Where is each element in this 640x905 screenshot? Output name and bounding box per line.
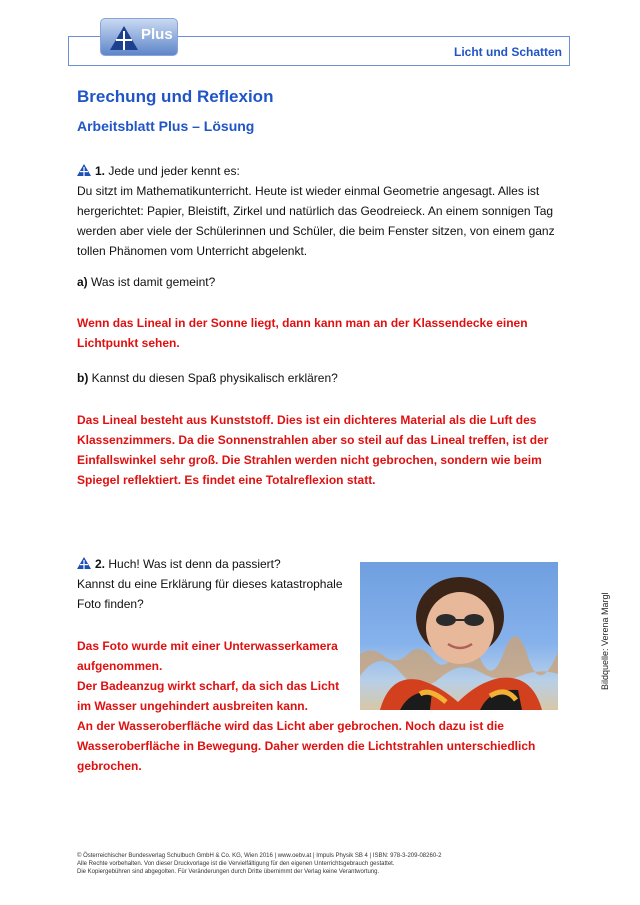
task-triangle-icon: [77, 164, 91, 176]
task1-text: [77, 181, 557, 261]
answer-b-line: Spiegel reflektiert. Es findet eine Totalreflexion statt.: [77, 473, 376, 487]
question-b: [77, 368, 557, 388]
task1-line: werden aber viele der Schülerinnen und Schüler, die beim Fenster sitzen, von einem ganz: [77, 224, 555, 238]
question-a-label: a): [77, 275, 88, 289]
task2-number: 2.: [95, 557, 106, 571]
task2-answer-line: im Wasser ungehindert ausbreiten kann.: [77, 699, 308, 713]
plus-logo: [100, 18, 178, 56]
task2-answer-line: Der Badeanzug wirkt scharf, da sich das Licht: [77, 679, 340, 693]
answer-a: [77, 313, 557, 353]
task2-question-line: Kannst du eine Erklärung für dieses katastrophale: [77, 577, 343, 591]
task2-question: [77, 574, 347, 614]
footer-line: Alle Rechte vorbehalten. Von dieser Druckvorlage ist die Vervielfältigung für den eigenen Unterrichtsgebrauch gestattet.: [77, 861, 395, 867]
task1-intro-line: [95, 161, 575, 181]
footer-line: © Österreichischer Bundesverlag Schulbuch GmbH & Co. KG, Wien 2016 | www.oebv.at | Impuls Physik SB 4 | ISBN: 978-3-209-08260-2: [77, 853, 442, 859]
task2-answer-line: Das Foto wurde mit einer Unterwasserkamera: [77, 639, 338, 653]
answer-b-line: Das Lineal besteht aus Kunststoff. Dies ist ein dichteres Material als die Luft des: [77, 413, 537, 427]
photo-credit: Bildquelle: Verena Margl: [600, 592, 610, 690]
task2-intro: Huch! Was ist denn da passiert?: [108, 557, 281, 571]
triangle-logo-icon: [109, 25, 139, 51]
answer-a-line: Lichtpunkt sehen.: [77, 336, 180, 350]
footer-line: Die Kopiergebühren sind abgegolten. Für Veränderungen durch Dritte übernimmt der Verlag keine Verantwortung.: [77, 869, 380, 875]
question-b-text: Kannst du diesen Spaß physikalisch erklären?: [91, 371, 338, 385]
question-a-text: Was ist damit gemeint?: [91, 275, 216, 289]
answer-b-line: Klassenzimmers. Da die Sonnenstrahlen aber so steil auf das Lineal treffen, ist der: [77, 433, 549, 447]
task2-answer-line: An der Wasseroberfläche wird das Licht aber gebrochen. Noch dazu ist die: [77, 719, 504, 733]
task1-line: hergerichtet: Papier, Bleistift, Zirkel und natürlich das Geodreieck. An einem sonnigen Tag: [77, 204, 554, 218]
task1-line: tollen Phänomen vom Unterricht abgelenkt.: [77, 244, 308, 258]
task2-answer-line: aufgenommen.: [77, 659, 163, 673]
task1-intro: Jede und jeder kennt es:: [108, 164, 240, 178]
task-triangle-icon: [77, 557, 91, 569]
underwater-photo: [360, 562, 558, 710]
task2-answer-line: gebrochen.: [77, 759, 142, 773]
footer: [77, 852, 547, 876]
logo-text: Plus: [141, 26, 173, 43]
question-b-label: b): [77, 371, 89, 385]
answer-b: [77, 410, 557, 490]
answer-a-line: Wenn das Lineal in der Sonne liegt, dann kann man an der Klassendecke einen: [77, 316, 528, 330]
task2-intro-line: [95, 554, 355, 574]
page-subtitle: Arbeitsblatt Plus – Lösung: [77, 118, 255, 134]
task2-answer-line: Wasseroberfläche in Bewegung. Daher werden die Lichtstrahlen unterschiedlich: [77, 739, 536, 753]
page-title: Brechung und Reflexion: [77, 87, 274, 106]
header-subject: Licht und Schatten: [454, 45, 562, 59]
task2-question-line: Foto finden?: [77, 597, 144, 611]
answer-b-line: Einfallswinkel sehr groß. Die Strahlen werden nicht gebrochen, sondern wie beim: [77, 453, 542, 467]
task1-number: 1.: [95, 164, 106, 178]
question-a: [77, 272, 557, 292]
photo-illustration: [360, 562, 558, 710]
task1-line: Du sitzt im Mathematikunterricht. Heute ist wieder einmal Geometrie angesagt. Alles ist: [77, 184, 540, 198]
